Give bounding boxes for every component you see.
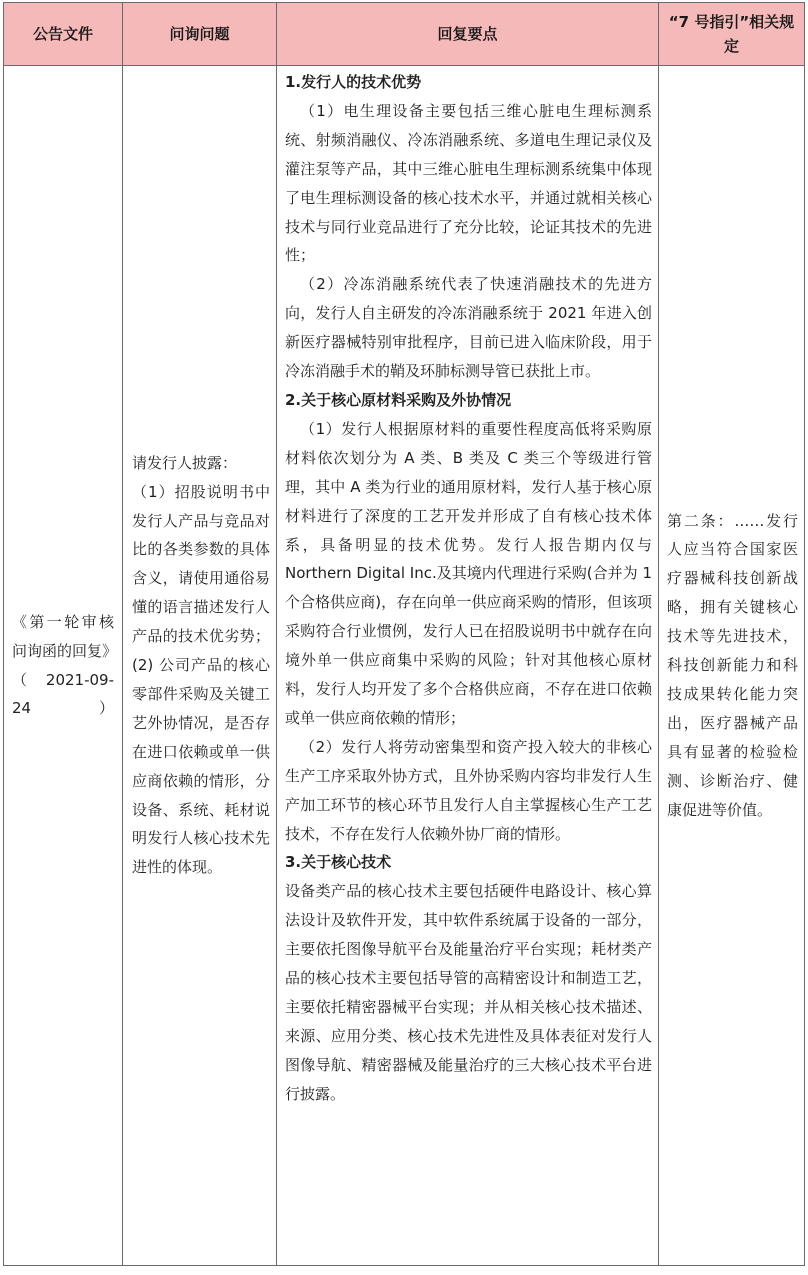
- answer-section-2-point-2: （2）发行人将劳动密集型和资产投入较大的非核心生产工序采取外协方式，且外协采购内容均非发行人生产加工环节的核心环节且发行人自主掌握核心生产工艺技术，不存在发行人依赖外协厂商的情形。: [285, 737, 652, 843]
- answer-section-3-point-1: 设备类产品的核心技术主要包括硬件电路设计、核心算法设计及软件开发，其中软件系统属于设备的一部分，主要依托图像导航平台及能量治疗平台实现；耗材类产品的核心技术主要包括导管的高精密设计和制造工艺，主要依托精密器械平台实现；并从相关核心技术描述、来源、应用分类、核心技术先进性及具体表征对发行人图像导航、精密器械及能量治疗的三大核心技术平台进行披露。: [285, 882, 652, 1103]
- doc-title: 《第一轮审核问询函的回复》: [12, 612, 118, 660]
- header-question: 问询问题: [123, 3, 277, 66]
- answer-section-2-title: 2.关于核心原材料采购及外协情况: [285, 390, 512, 409]
- header-rule: “7 号指引”相关规定: [659, 3, 805, 66]
- disclosure-table: [3, 2, 805, 1266]
- rule-cell: [659, 66, 805, 1266]
- answer-section-2-point-1: （1）发行人根据原材料的重要性程度高低将采购原材料依次划分为 A 类、B 类及 C 类三个等级进行管理，其中 A 类为行业的通用原材料，发行人基于核心原材料进行了深度的工艺开发并形成了自有核心技术体系，具备明显的技术优势。发行人报告期内仅与 Northern Digital Inc.及其境内代理进行采购(合并为 1 个合格供应商)，存在向单一供应商采购的情形，但该项采购符合行业惯例，发行人已在招股说明书中就存在向境外单一供应商集中采购的风险；针对其他核心原材料，发行人均开发了多个合格供应商，不存在进口依赖或单一供应商依赖的情形；: [285, 419, 652, 727]
- rule-text: 第二条：……发行人应当符合国家医疗器械科技创新战略，拥有关键核心技术等先进技术，科技创新能力和科技成果转化能力突出，医疗器械产品具有显著的检验检测、诊断治疗、健康促进等价值。: [667, 511, 798, 819]
- table-row: [4, 66, 805, 1266]
- answer-section-1-title: 1.发行人的技术优势: [285, 73, 422, 91]
- question-body: （1）招股说明书中发行人产品与竞品对比的各类参数的具体含义，请使用通俗易懂的语言描述发行人产品的技术优劣势；(2) 公司产品的核心零部件采购及关键工艺外协情况，是否存在进口依赖或单一供应商依赖的情形，分设备、系统、耗材说明发行人核心技术先进性的体现。: [132, 482, 270, 877]
- answer-cell: [277, 66, 659, 1266]
- question-intro: 请发行人披露：: [132, 453, 238, 472]
- answer-section-1-point-1: （1）电生理设备主要包括三维心脏电生理标测系统、射频消融仪、冷冻消融系统、多道电生理记录仪及灌注泵等产品，其中三维心脏电生理标测系统集中体现了电生理标测设备的核心技术水平，并通过就相关核心技术与同行业竞品进行了充分比较，论证其技术的先进性；: [285, 101, 652, 265]
- table-header-row: [4, 3, 805, 66]
- doc-date: （2021-09-24）: [12, 670, 114, 718]
- answer-section-3-title: 3.关于核心技术: [285, 853, 392, 872]
- question-cell: [123, 66, 277, 1266]
- doc-cell: [4, 66, 123, 1266]
- answer-section-1-point-2: （2）冷冻消融系统代表了快速消融技术的先进方向，发行人自主研发的冷冻消融系统于 2021 年进入创新医疗器械特别审批程序，目前已进入临床阶段，用于冷冻消融手术的鞘及环肺标测导管已获批上市。: [285, 275, 652, 381]
- header-answer: 回复要点: [277, 3, 659, 66]
- header-doc: 公告文件: [4, 3, 123, 66]
